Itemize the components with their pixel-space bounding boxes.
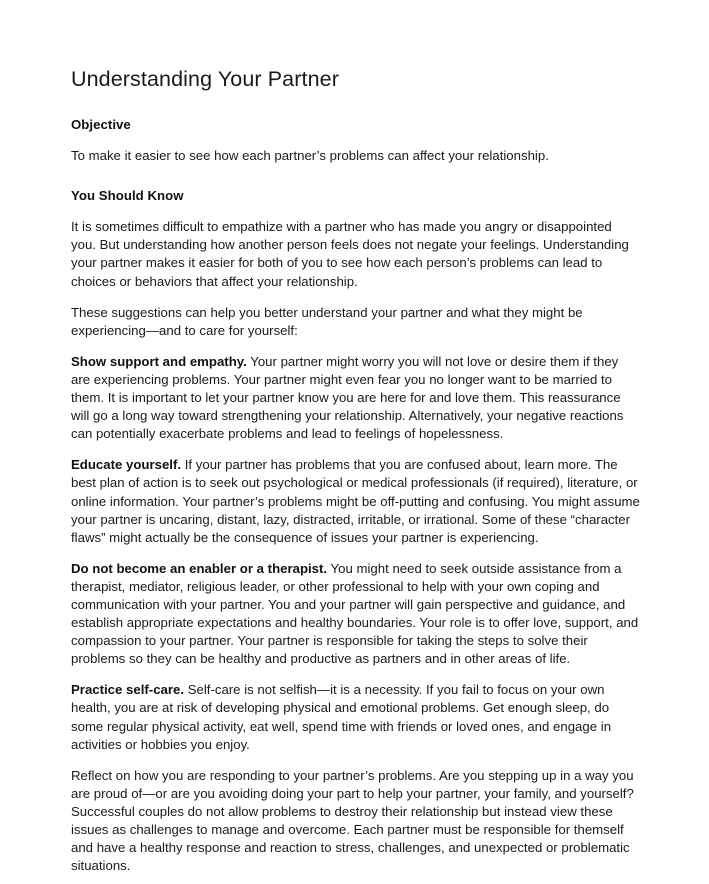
paragraph-educate-yourself bbox=[71, 456, 640, 546]
paragraph-suggestions-intro bbox=[71, 304, 640, 340]
section-heading-objective: Objective bbox=[71, 116, 131, 132]
paragraph-text: These suggestions can help you better understand your partner and what they might be experiencing—and to care for yourself: bbox=[71, 304, 583, 338]
paragraph-lead-in: Show support and empathy. bbox=[71, 353, 247, 369]
paragraph-text: If your partner has problems that you are confused about, learn more. The best plan of action is to seek out psychological or medical professionals (if required), literature, or online information. Your partner’s problems might be off-putting and confusing. You might assume your partner is uncaring, distant, lazy, distracted, irritable, or irrational. Some of these “character flaws” might actually be the consequence of issues your partner is experiencing. bbox=[71, 457, 640, 545]
section-heading-you-should-know: You Should Know bbox=[71, 188, 184, 204]
paragraph-do-not-become-an-enabler bbox=[71, 560, 640, 669]
paragraph-show-support-and-empathy bbox=[71, 353, 640, 443]
paragraph-objective-statement bbox=[71, 147, 640, 165]
paragraph-practice-self-care bbox=[71, 681, 640, 753]
paragraph-text: Your partner might worry you will not love or desire them if they are experiencing problems. Your partner might even fear you no longer want to be married to them. It is important to let your partner know you are here for and love them. This reassurance will go a long way toward strengthening your relationship. Alternatively, your negative reactions can potentially exacerbate problems and lead to feelings of hopelessness. bbox=[71, 353, 624, 442]
paragraph-text: Self-care is not selfish—it is a necessity. If you fail to focus on your own health, you are at risk of developing physical and emotional problems. Get enough sleep, do some regular physical activity, eat well, spend time with friends or loved ones, and engage in activities or hobbies you enjoy. bbox=[71, 682, 612, 752]
paragraph-lead-in: Do not become an enabler or a therapist. bbox=[71, 560, 328, 576]
paragraph-empathy-intro bbox=[71, 218, 640, 290]
paragraph-text: To make it easier to see how each partner’s problems can affect your relationship. bbox=[71, 148, 549, 164]
paragraph-text: Reflect on how you are responding to your partner’s problems. Are you stepping up in a way you are proud of—or are you avoiding doing your part to help your partner, your family, and yourself? Successful couples do not allow problems to destroy their relationship but instead view these issues as challenges to manage and overcome. Each partner must be responsible for themself and have a healthy response and reaction to stress, challenges, and unexpected or problematic situations. bbox=[71, 767, 634, 874]
paragraph-text: You might need to seek outside assistance from a therapist, mediator, religious leader, or other professional to help with your own coping and communication with your partner. You and your partner will gain perspective and guidance, and establish appropriate expectations and healthy boundaries. Your role is to offer love, support, and compassion to your partner. Your partner is responsible for taking the steps to solve their problems so they can be healthy and productive as partners and in other areas of life. bbox=[71, 560, 639, 667]
page-title: Understanding Your Partner bbox=[71, 67, 339, 91]
paragraph-lead-in: Practice self-care. bbox=[71, 682, 185, 698]
section-spacer bbox=[71, 178, 640, 187]
paragraph-reflect-closing bbox=[71, 767, 640, 876]
paragraph-text: It is sometimes difficult to empathize with a partner who has made you angry or disappointed you. But understanding how another person feels does not negate your feelings. Understanding your partner makes it easier for both of you to see how each person’s problems can lead to choices or behaviors that affect your relationship. bbox=[71, 219, 629, 289]
paragraph-lead-in: Educate yourself. bbox=[71, 457, 182, 473]
